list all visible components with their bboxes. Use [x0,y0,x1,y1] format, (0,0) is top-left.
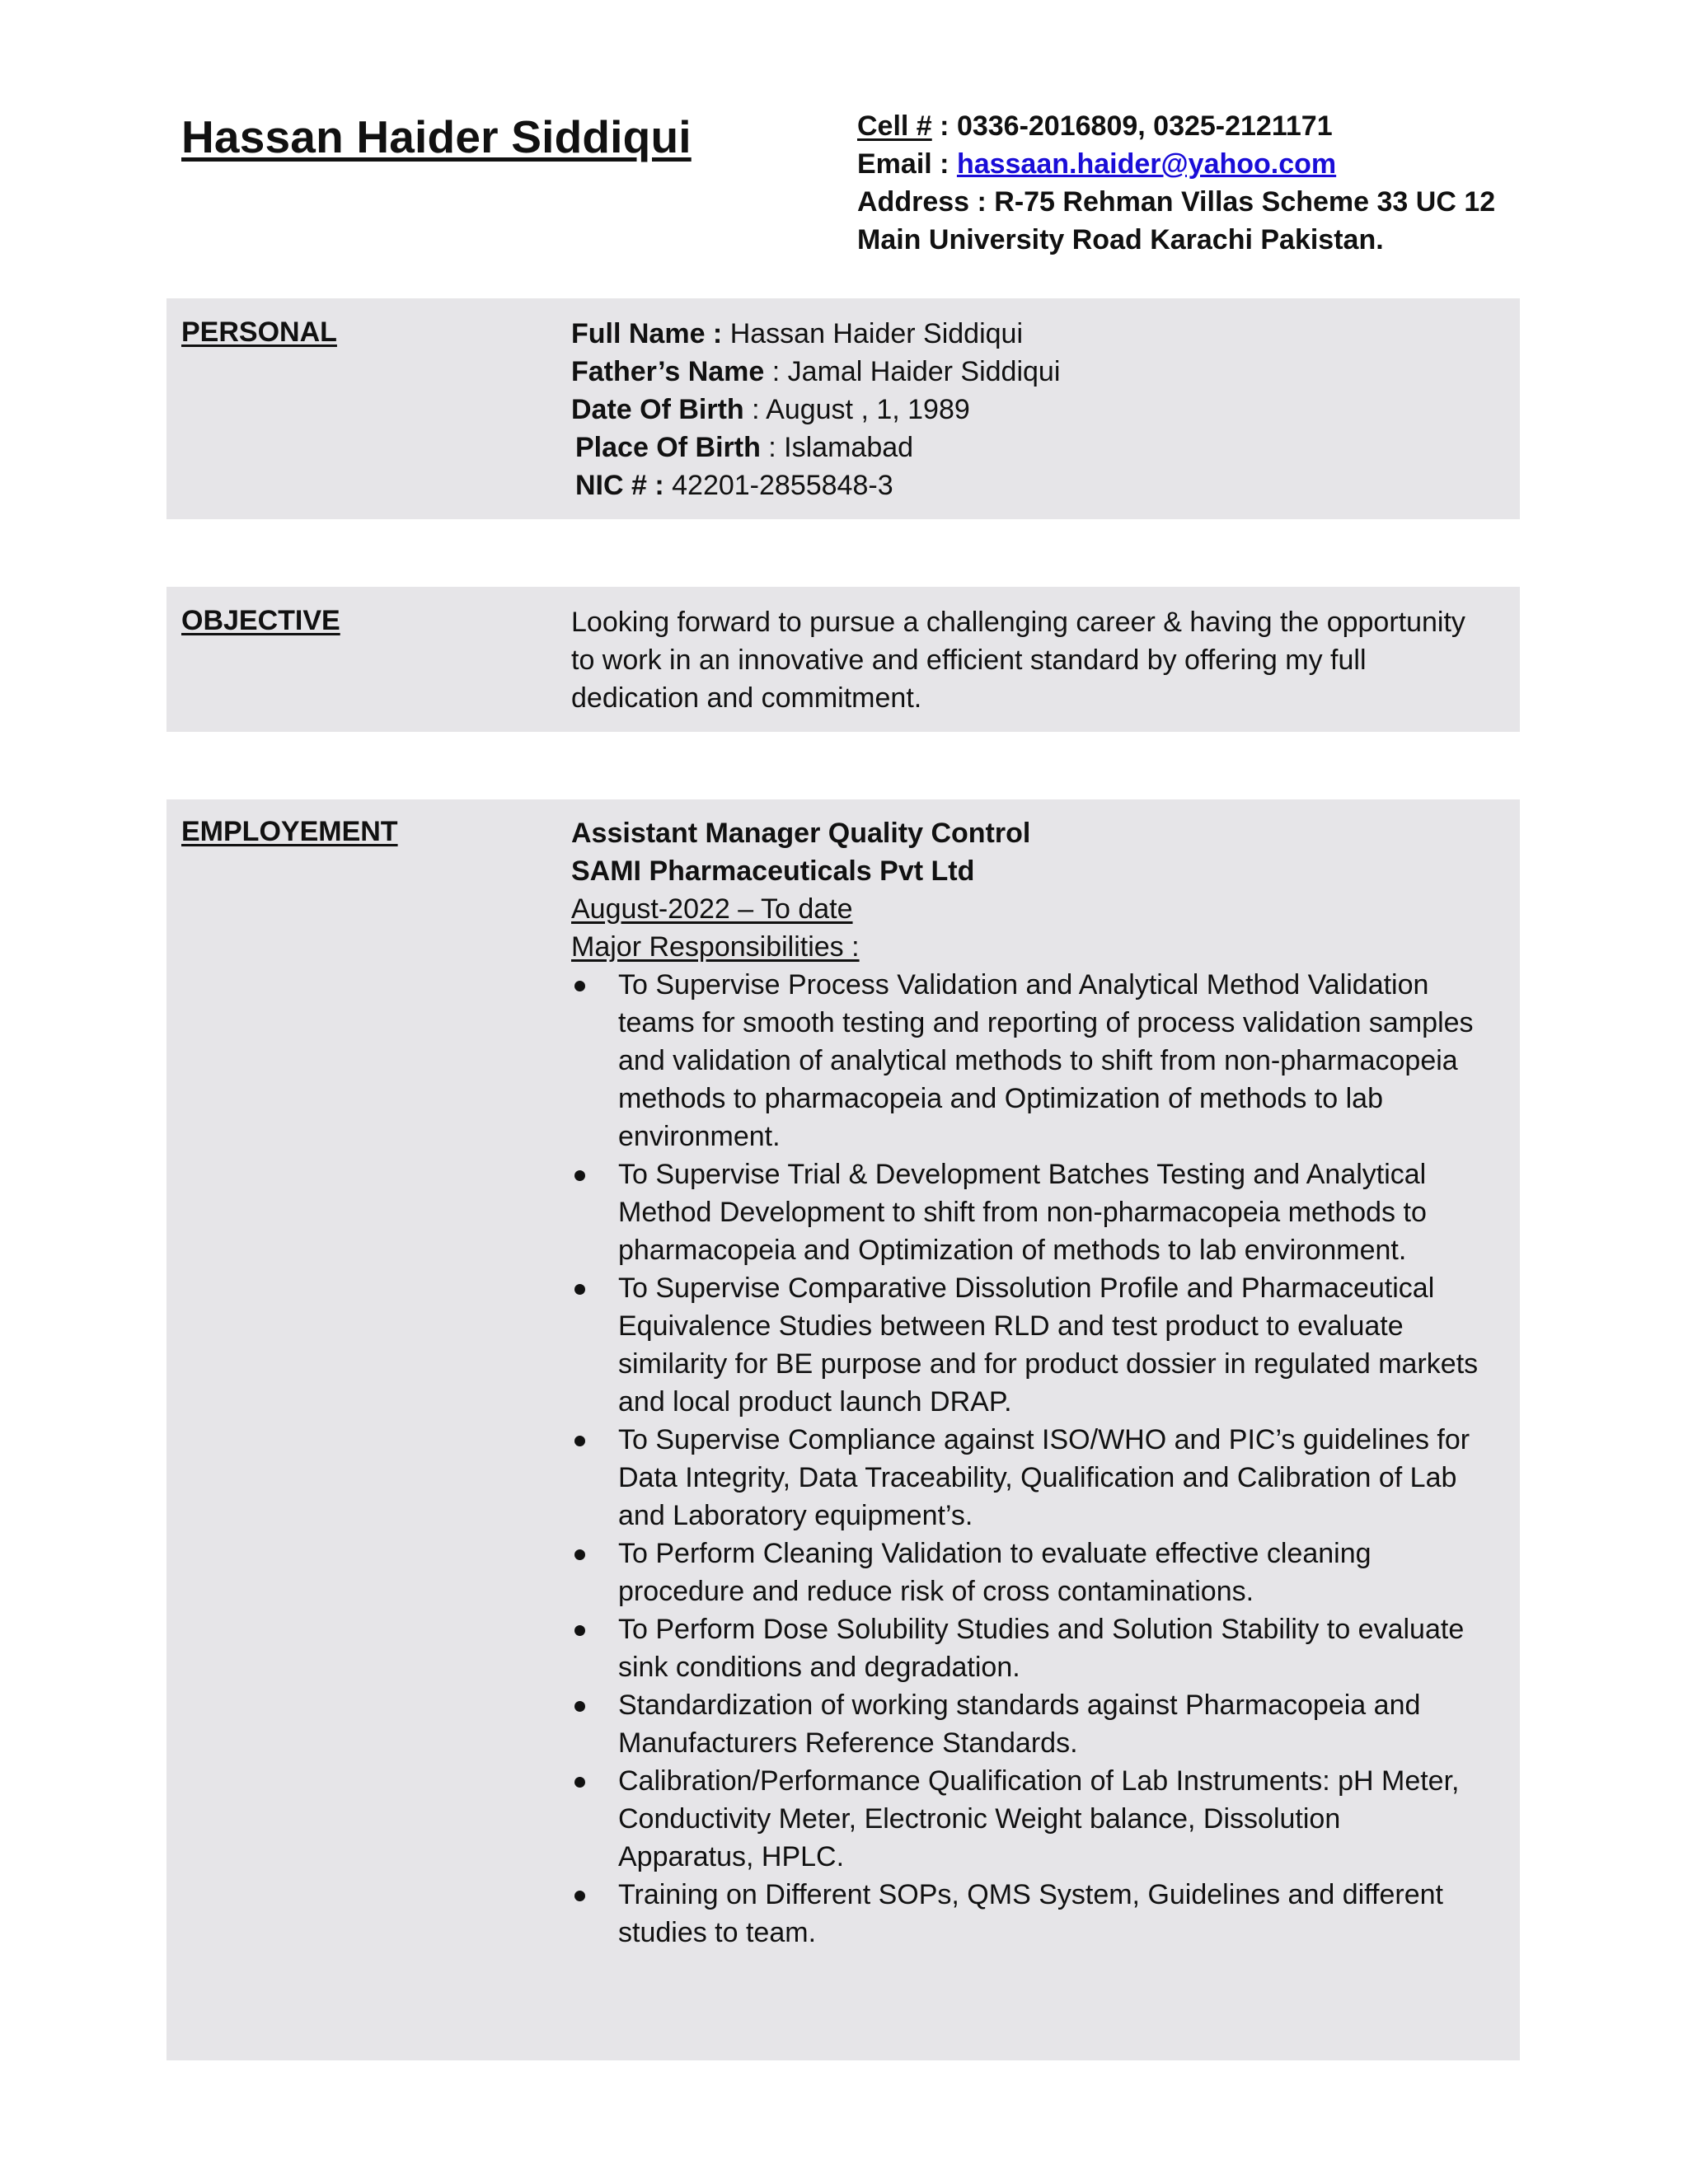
item-line: pharmacopeia and Optimization of methods to lab environment. [618,1235,1407,1266]
bullet-icon [574,1549,585,1560]
address-line-2: Main University Road Karachi Pakistan. [857,224,1384,255]
field-value: : Jamal Haider Siddiqui [764,356,1061,387]
employment-section [166,799,1520,2060]
item-line: studies to team. [618,1917,817,1948]
item-line: To Supervise Trial & Development Batches Testing and Analytical [618,1159,1427,1190]
job-title: Assistant Manager Quality Control [571,818,1031,849]
email-line [857,145,1599,183]
item-line: procedure and reduce risk of cross contaminations. [618,1576,1254,1607]
item-line: Training on Different SOPs, QMS System, Guidelines and different [618,1879,1443,1910]
address-line-1: Address : R-75 Rehman Villas Scheme 33 UC 12 [857,186,1496,218]
item-line: and Laboratory equipment’s. [618,1500,973,1531]
responsibility-item [571,1155,1508,1269]
objective-line: Looking forward to pursue a challenging career & having the opportunity [571,607,1465,638]
bullet-icon [574,1777,585,1788]
field-value: : August , 1, 1989 [743,394,970,425]
employment-heading: EMPLOYEMENT [181,816,398,847]
place-of-birth-row [571,429,1511,466]
item-line: To Supervise Process Validation and Analytical Method Validation [618,969,1429,1001]
field-value: Hassan Haider Siddiqui [722,318,1024,349]
cell-separator: : [931,110,957,142]
field-key: Full Name : [571,318,723,349]
item-line: sink conditions and degradation. [618,1652,1020,1683]
field-key: Father’s Name [571,356,765,387]
responsibility-item [571,966,1508,1155]
field-key: NIC # : [575,470,664,501]
objective-section [166,587,1520,732]
bullet-icon [574,1170,585,1181]
item-line: To Supervise Comparative Dissolution Profile and Pharmaceutical [618,1272,1435,1304]
bullet-icon [574,1284,585,1295]
objective-line: to work in an innovative and efficient standard by offering my full [571,644,1367,676]
item-line: To Perform Dose Solubility Studies and Solution Stability to evaluate [618,1614,1465,1645]
responsibility-item [571,1610,1508,1686]
objective-text [571,603,1511,717]
bullet-icon [574,1891,585,1901]
responsibility-item [571,1876,1508,1952]
email-link[interactable]: hassaan.haider@yahoo.com [956,148,1337,180]
objective-line: dedication and commitment. [571,682,922,714]
contact-block [857,107,1599,259]
candidate-name: Hassan Haider Siddiqui [181,111,692,162]
email-label: Email : [857,148,957,180]
date-of-birth-row [571,391,1511,429]
responsibility-item [571,1269,1508,1421]
personal-section [166,298,1520,519]
cell-value: 0336-2016809, 0325-2121171 [956,110,1333,142]
personal-details [571,315,1511,504]
item-line: Method Development to shift from non-pharmacopeia methods to [618,1197,1427,1228]
item-line: Calibration/Performance Qualification of Lab Instruments: pH Meter, [618,1765,1460,1797]
bullet-icon [574,1625,585,1636]
objective-heading: OBJECTIVE [181,605,340,636]
responsibility-item [571,1762,1508,1876]
employment-period: August-2022 – To date [571,893,853,925]
item-line: methods to pharmacopeia and Optimization of methods to lab [618,1083,1383,1114]
item-line: Apparatus, HPLC. [618,1841,845,1872]
cell-line [857,107,1599,145]
item-line: Standardization of working standards against Pharmacopeia and [618,1690,1421,1721]
item-line: Conductivity Meter, Electronic Weight balance, Dissolution [618,1803,1341,1835]
responsibilities-heading: Major Responsibilities : [571,931,860,963]
responsibility-item [571,1535,1508,1610]
bullet-icon [574,981,585,991]
employment-details [571,814,1511,1952]
cell-label: Cell # [857,110,932,142]
item-line: environment. [618,1121,781,1152]
bullet-icon [574,1436,585,1446]
company-name: SAMI Pharmaceuticals Pvt Ltd [571,855,975,887]
item-line: To Supervise Compliance against ISO/WHO and PIC’s guidelines for [618,1424,1470,1455]
field-key: Date Of Birth [571,394,744,425]
item-line: To Perform Cleaning Validation to evaluate effective cleaning [618,1538,1372,1569]
item-line: Equivalence Studies between RLD and test product to evaluate [618,1310,1404,1342]
full-name-row [571,315,1511,353]
nic-row [571,466,1511,504]
field-key: Place Of Birth [575,432,761,463]
item-line: teams for smooth testing and reporting of process validation samples [618,1007,1474,1038]
personal-heading: PERSONAL [181,316,337,348]
item-line: and validation of analytical methods to shift from non-pharmacopeia [618,1045,1458,1076]
field-value: : Islamabad [760,432,914,463]
bullet-icon [574,1701,585,1712]
responsibilities-list [571,966,1511,1952]
item-line: Data Integrity, Data Traceability, Qualification and Calibration of Lab [618,1462,1457,1493]
item-line: Manufacturers Reference Standards. [618,1727,1078,1759]
item-line: and local product launch DRAP. [618,1386,1012,1418]
field-value: 42201-2855848-3 [663,470,893,501]
father-name-row [571,353,1511,391]
item-line: similarity for BE purpose and for product dossier in regulated markets [618,1348,1479,1380]
responsibility-item [571,1421,1508,1535]
responsibility-item [571,1686,1508,1762]
